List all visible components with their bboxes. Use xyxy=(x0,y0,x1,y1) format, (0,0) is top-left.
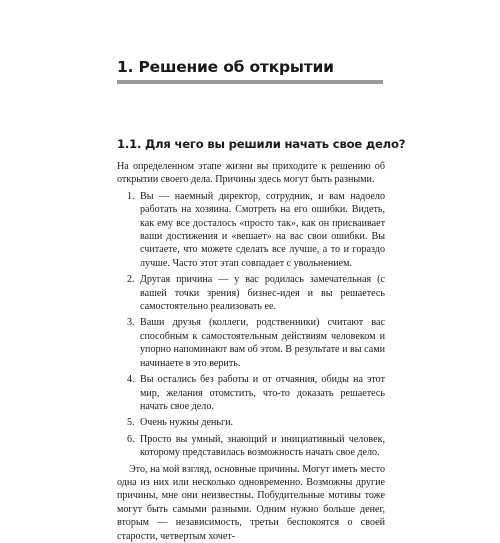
list-item-number: 6. xyxy=(127,433,135,445)
list-item xyxy=(117,433,385,460)
chapter-title: 1. Решение об открытии xyxy=(117,58,334,76)
list-item-number: 5. xyxy=(127,417,135,429)
list-item xyxy=(117,373,385,413)
list-item-text: Ваши друзья (коллеги, родственники) считают вас способным к самостоятельным действиям человеком и упорно напоминают вам об этом. В результате и вы сами начинаете в это верить. xyxy=(140,317,385,369)
list-item xyxy=(117,416,385,429)
list-item-text: Просто вы умный, знающий и инициативный человек, которому представилась возможность начать свое дело. xyxy=(140,433,385,459)
chapter-rule xyxy=(117,80,383,84)
list-item xyxy=(117,273,385,313)
list-item-number: 1. xyxy=(127,190,135,202)
list-item-text: Вы — наемный директор, сотрудник, и вам надоело работать на хозяина. Смотреть на его ошибки. Видеть, как ему все досталось «просто так», как он присваивает ваши достижения и «вешает» на вас свои ошибки. Вы считаете, что можете сделать все лучше, а то и гораздо лучше. Часто этот этап совпадает с увольнением. xyxy=(140,190,385,269)
closing-paragraph: Это, на мой взгляд, основные причины. Могут иметь место одна из них или несколько одновременно. Возможны другие причины, мне они неизвестны. Побудительные мотивы тоже могут быть самыми разными. Одним нужно больше денег, вторым — независимость, третьи беспокоятся о своей старости, четвертым хочет- xyxy=(117,463,385,542)
list-item xyxy=(117,316,385,370)
list-item-text: Другая причина — у вас родилась замечательная (с вашей точки зрения) бизнес-идея и вы решаетесь самостоятельно реализовать ее. xyxy=(140,274,385,313)
list-item-number: 2. xyxy=(127,274,135,286)
list-item-number: 4. xyxy=(127,374,135,386)
list-item-text: Вы остались без работы и от отчаяния, обиды на этот мир, желания отомстить, что-то доказать решаетесь начать свое дело. xyxy=(140,374,385,412)
list-item-number: 3. xyxy=(127,317,135,329)
list-item-text: Очень нужны деньги. xyxy=(140,417,234,429)
intro-paragraph: На определенном этапе жизни вы приходите к решению об открытии своего дела. Причины здесь могут быть разными. xyxy=(117,161,385,186)
section-title: 1.1. Для чего вы решили начать свое дело? xyxy=(117,137,406,151)
reasons-list xyxy=(117,190,385,460)
body-text xyxy=(117,160,385,543)
list-item xyxy=(117,190,385,270)
